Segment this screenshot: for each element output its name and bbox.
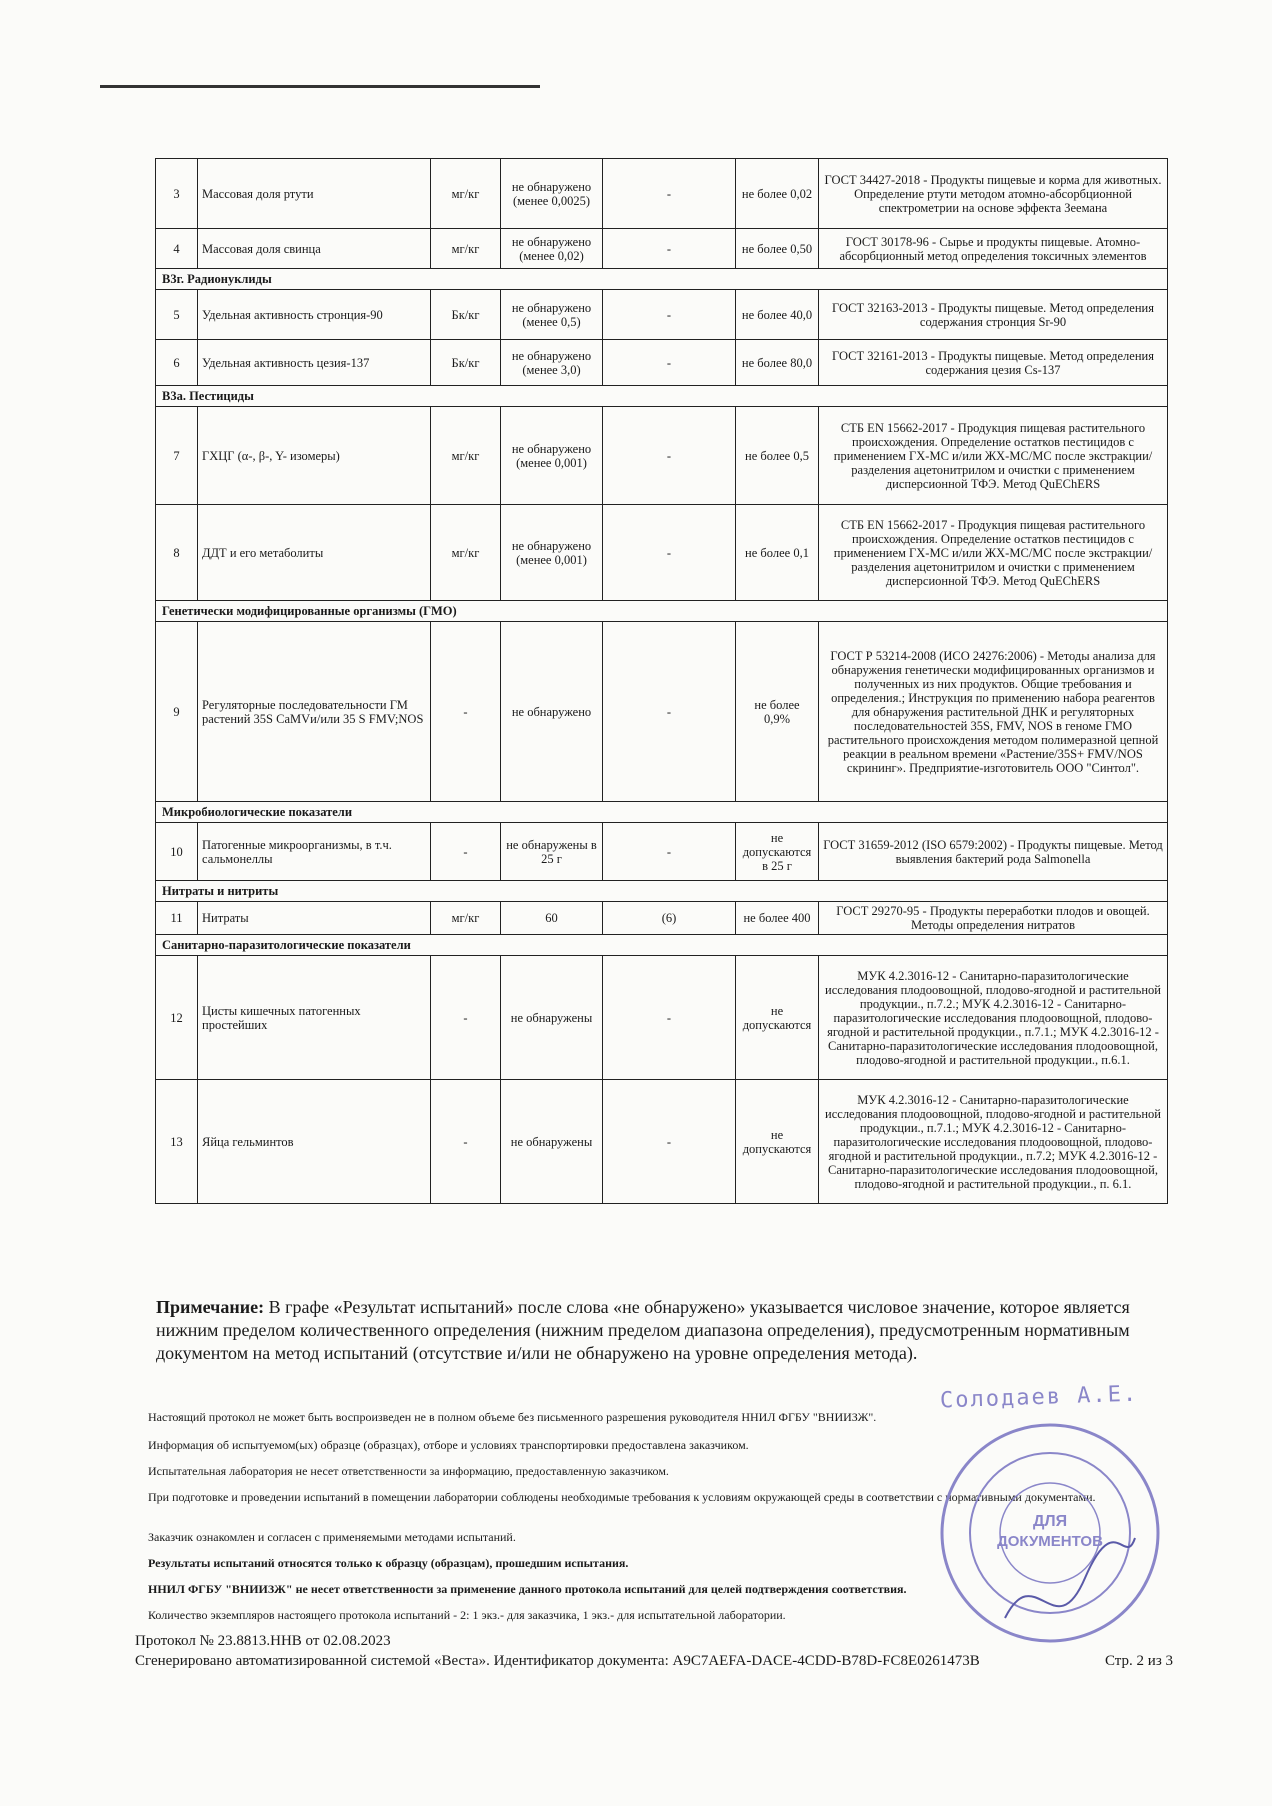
cell-uncertainty: (6) [603,902,736,935]
cell-unit: - [431,622,501,802]
header-rule [100,85,540,88]
section-header-row [156,601,1168,622]
cell-number: 3 [156,159,198,229]
table-row [156,1080,1168,1204]
results-table [155,158,1168,1204]
cell-norm: не более 0,5 [736,407,819,505]
cell-uncertainty: - [603,229,736,269]
cell-result: не обнаружено (менее 0,5) [501,290,603,340]
note-paragraph [156,1296,1166,1365]
cell-method: МУК 4.2.3016-12 - Санитарно-паразитологические исследования плодоовощной, плодово-ягодной и растительной продукции., п.7.1.; МУК 4.2.3016-12 - Санитарно-паразитологические исследования плодоовощной, плодово-ягодной и растительной продукции., п.7.2; МУК 4.2.3016-12 - Санитарно-паразитологические исследования плодоовощной, плодово-ягодной и растительной продукции., п. 6.1. [819,1080,1168,1204]
cell-unit: мг/кг [431,407,501,505]
cell-result: не обнаружены [501,956,603,1080]
cell-unit: - [431,823,501,881]
cell-indicator: Удельная активность цезия-137 [198,340,431,386]
cell-result: не обнаружено (менее 0,0025) [501,159,603,229]
section-header-row [156,881,1168,902]
page-number: Стр. 2 из 3 [1105,1653,1173,1669]
cell-uncertainty: - [603,823,736,881]
table-row [156,340,1168,386]
section-title: Нитраты и нитриты [156,881,1168,902]
cell-uncertainty: - [603,956,736,1080]
cell-result: не обнаружено (менее 0,001) [501,407,603,505]
cell-norm: не допускаются [736,1080,819,1204]
cell-indicator: ГХЦГ (α-, β-, Υ- изомеры) [198,407,431,505]
table-row [156,229,1168,269]
section-title: В3г. Радионуклиды [156,269,1168,290]
cell-number: 13 [156,1080,198,1204]
section-header-row [156,802,1168,823]
cell-uncertainty: - [603,505,736,601]
cell-method: ГОСТ 32161-2013 - Продукты пищевые. Метод определения содержания цезия Cs-137 [819,340,1168,386]
section-title: В3а. Пестициды [156,386,1168,407]
table-row [156,823,1168,881]
cell-norm: не более 80,0 [736,340,819,386]
cell-unit: мг/кг [431,229,501,269]
cell-norm: не более 40,0 [736,290,819,340]
table-row [156,407,1168,505]
cell-norm: не более 0,1 [736,505,819,601]
cell-number: 5 [156,290,198,340]
cell-number: 11 [156,902,198,935]
cell-result: не обнаружено [501,622,603,802]
cell-result: 60 [501,902,603,935]
cell-indicator: Регуляторные последовательности ГМ растений 35S CaMVи/или 35 S FMV;NOS [198,622,431,802]
cell-uncertainty: - [603,159,736,229]
cell-result: не обнаружено (менее 3,0) [501,340,603,386]
cell-unit: мг/кг [431,902,501,935]
section-title: Микробиологические показатели [156,802,1168,823]
cell-method: ГОСТ 29270-95 - Продукты переработки плодов и овощей. Методы определения нитратов [819,902,1168,935]
section-title: Генетически модифицированные организмы (ГМО) [156,601,1168,622]
stamp-line-1: ДЛЯ [1032,1513,1068,1530]
cell-norm: не более 0,02 [736,159,819,229]
cell-method: СТБ EN 15662-2017 - Продукция пищевая растительного происхождения. Определение остатков пестицидов с применением ГХ-МС и/или ЖХ-МС/МС после экстракции/разделения ацетонитрилом и очистки с применением дисперсионной ТФЭ. Метод QuEChERS [819,505,1168,601]
cell-indicator: Удельная активность стронция-90 [198,290,431,340]
cell-indicator: Массовая доля ртути [198,159,431,229]
cell-norm: не допускаются в 25 г [736,823,819,881]
cell-number: 4 [156,229,198,269]
cell-number: 6 [156,340,198,386]
cell-uncertainty: - [603,290,736,340]
table-row [156,902,1168,935]
cell-norm: не допускаются [736,956,819,1080]
cell-number: 9 [156,622,198,802]
cell-unit: Бк/кг [431,340,501,386]
cell-result: не обнаружено (менее 0,001) [501,505,603,601]
cell-unit: - [431,1080,501,1204]
cell-uncertainty: - [603,340,736,386]
table-row [156,505,1168,601]
table-row [156,956,1168,1080]
cell-method: ГОСТ 31659-2012 (ISO 6579:2002) - Продукты пищевые. Метод выявления бактерий рода Salmonella [819,823,1168,881]
cell-number: 7 [156,407,198,505]
protocol-number: Протокол № 23.8813.ННВ от 02.08.2023 [135,1633,391,1649]
stamp-line-2: ДОКУМЕНТОВ [997,1533,1103,1550]
cell-unit: мг/кг [431,505,501,601]
statement-line: Информация об испытуемом(ых) образце (образцах), отборе и условиях транспортировки предоставлена заказчиком. [148,1438,749,1452]
note-text: В графе «Результат испытаний» после слова «не обнаружено» указывается числовое значение, которое является нижним пределом количественного определения (нижним пределом диапазона определения), предусмотренным нормативным документом на метод испытаний (отсутствие и/или не обнаружено на уровне определения метода). [156,1297,1130,1363]
cell-unit: мг/кг [431,159,501,229]
cell-number: 12 [156,956,198,1080]
cell-result: не обнаружены [501,1080,603,1204]
generated-text: Сгенерировано автоматизированной системой «Веста». Идентификатор документа: A9C7AEFA-DACE-4CDD-B78D-FC8E0261473B [135,1653,980,1669]
statement-line: Настоящий протокол не может быть воспроизведен не в полном объеме без письменного разрешения руководителя ННИЛ ФГБУ "ВНИИЗЖ". [148,1410,877,1424]
table-row [156,290,1168,340]
statement-line: Количество экземпляров настоящего протокола испытаний - 2: 1 экз.- для заказчика, 1 экз.- для испытательной лаборатории. [148,1608,786,1622]
cell-method: ГОСТ 32163-2013 - Продукты пищевые. Метод определения содержания стронция Sr-90 [819,290,1168,340]
cell-norm: не более 400 [736,902,819,935]
cell-unit: Бк/кг [431,290,501,340]
cell-norm: не более 0,9% [736,622,819,802]
cell-indicator: ДДТ и его метаболиты [198,505,431,601]
round-seal [935,1418,1165,1648]
statement-line: ННИЛ ФГБУ "ВНИИЗЖ" не несет ответственности за применение данного протокола испытаний для целей подтверждения соответствия. [148,1582,907,1596]
section-header-row [156,269,1168,290]
cell-indicator: Цисты кишечных патогенных простейших [198,956,431,1080]
cell-result: не обнаружены в 25 г [501,823,603,881]
cell-uncertainty: - [603,1080,736,1204]
cell-indicator: Нитраты [198,902,431,935]
cell-method: МУК 4.2.3016-12 - Санитарно-паразитологические исследования плодоовощной, плодово-ягодной и растительной продукции., п.7.2.; МУК 4.2.3016-12 - Санитарно-паразитологические исследования плодоовощной, плодово-ягодной и растительной продукции., п.7.1.; МУК 4.2.3016-12 - Санитарно-паразитологические исследования плодоовощной, плодово-ягодной и растительной продукции., п.6.1. [819,956,1168,1080]
section-header-row [156,935,1168,956]
cell-number: 10 [156,823,198,881]
cell-number: 8 [156,505,198,601]
cell-unit: - [431,956,501,1080]
handwritten-name: Солодаев А.Е. [939,1381,1139,1414]
statement-line: Результаты испытаний относятся только к образцу (образцам), прошедшим испытания. [148,1556,629,1570]
cell-indicator: Патогенные микроорганизмы, в т.ч. сальмонеллы [198,823,431,881]
cell-method: ГОСТ 30178-96 - Сырье и продукты пищевые. Атомно-абсорбционный метод определения токсичных элементов [819,229,1168,269]
section-header-row [156,386,1168,407]
table-row [156,622,1168,802]
cell-method: СТБ EN 15662-2017 - Продукция пищевая растительного происхождения. Определение остатков пестицидов с применением ГХ-МС и/или ЖХ-МС/МС после экстракции/разделения ацетонитрилом и очистки с применением дисперсионной ТФЭ. Метод QuEChERS [819,407,1168,505]
cell-uncertainty: - [603,622,736,802]
cell-method: ГОСТ 34427-2018 - Продукты пищевые и корма для животных. Определение ртути методом атомно-абсорбционной спектрометрии на основе эффекта Зеемана [819,159,1168,229]
cell-indicator: Яйца гельминтов [198,1080,431,1204]
statement-line: Испытательная лаборатория не несет ответственности за информацию, предоставленную заказчиком. [148,1464,669,1478]
cell-norm: не более 0,50 [736,229,819,269]
statement-line: Заказчик ознакомлен и согласен с применяемыми методами испытаний. [148,1530,516,1544]
note-label: Примечание: [156,1297,265,1317]
cell-method: ГОСТ Р 53214-2008 (ИСО 24276:2006) - Методы анализа для обнаружения генетически модифицированных организмов и полученных из них продуктов. Общие требования и определения.; Инструкция по применению набора реагентов для обнаружения растительной ДНК и регуляторных последовательностей 35S, FMV, NOS в геноме ГМО растительного происхождения методом полимеразной цепной реакции в реальном времени «Растение/35S+ FMV/NOS скрининг». Предприятие-изготовитель ООО "Синтол". [819,622,1168,802]
generated-line [135,1653,1175,1670]
cell-uncertainty: - [603,407,736,505]
statement-line: При подготовке и проведении испытаний в помещении лаборатории соблюдены необходимые требования к условиям окружающей среды в соответствии с нормативными документами. [148,1490,1096,1504]
table-row [156,159,1168,229]
section-title: Санитарно-паразитологические показатели [156,935,1168,956]
cell-indicator: Массовая доля свинца [198,229,431,269]
cell-result: не обнаружено (менее 0,02) [501,229,603,269]
